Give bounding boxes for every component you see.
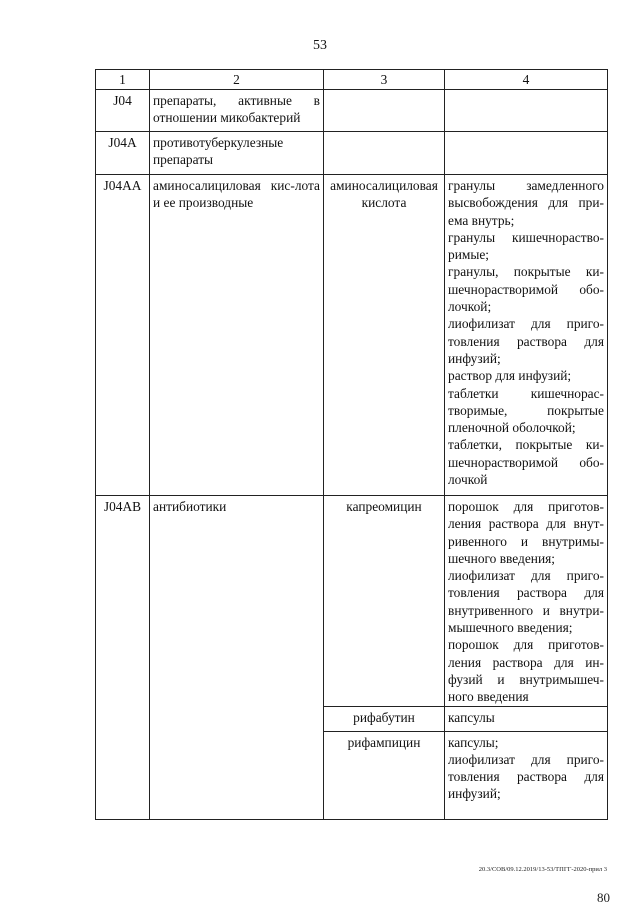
- inn-name: аминосалициловая кислота: [324, 175, 445, 496]
- page-number: 53: [313, 38, 327, 53]
- dosage-form-item: лиофилизат для приго-товления раствора для инфузий;: [448, 316, 604, 366]
- dosage-form-item: гранулы кишечнораство-римые;: [448, 229, 604, 263]
- dosage-form-item: лиофилизат для приго-товления раствора для инфузий;: [448, 751, 604, 802]
- column-header-4: 4: [445, 70, 608, 90]
- column-header-2: 2: [150, 70, 324, 90]
- atc-code: J04A: [96, 132, 150, 175]
- dosage-form-item: гранулы замедленного высвобождения для при-ема внутрь;: [448, 178, 604, 228]
- dosage-forms: [445, 496, 608, 707]
- column-header-3: 3: [324, 70, 445, 90]
- group-name: аминосалициловая кис-лота и ее производные: [150, 175, 324, 496]
- atc-code: J04AA: [96, 175, 150, 496]
- table-header-row: [96, 70, 608, 90]
- table-row-j04: [96, 90, 608, 132]
- inn-cell-empty: [324, 90, 445, 132]
- dosage-form-item: порошок для приготов-ления раствора для внут-ривенного и внутримы-шечного введения;: [448, 499, 604, 566]
- dosage-form-item: гранулы, покрытые ки-шечнорастворимой обо-лочкой;: [448, 264, 604, 315]
- dosage-forms: [445, 175, 608, 496]
- inn-name: рифабутин: [324, 706, 445, 731]
- dosage-form-cell-empty: [445, 90, 608, 132]
- table-row-j04aa: [96, 175, 608, 496]
- group-name: антибиотики: [150, 496, 324, 820]
- column-header-1: 1: [96, 70, 150, 90]
- drug-table: [95, 69, 608, 820]
- dosage-form-item: таблетки, покрытые ки-шечнорастворимой обо-лочкой: [448, 437, 604, 488]
- dosage-form-item: капсулы;: [448, 734, 499, 750]
- document-reference: 20.3/СОВ/09.12.2019/13-53/ТПГГ-2020-прил 3: [478, 866, 607, 873]
- atc-code: J04AB: [96, 496, 150, 820]
- inn-cell-empty: [324, 132, 445, 175]
- dosage-form-item: раствор для инфузий;: [448, 368, 572, 384]
- dosage-form-item: капсулы: [448, 709, 495, 725]
- dosage-forms: [445, 731, 608, 819]
- dosage-forms: [445, 706, 608, 731]
- group-name: противотуберкулезные препараты: [150, 132, 324, 175]
- inn-name: капреомицин: [324, 496, 445, 707]
- dosage-form-item: таблетки кишечнорас-творимые, покрытые пленочной оболочкой;: [448, 385, 604, 436]
- table-row-j04ab: [96, 496, 608, 707]
- dosage-form-cell-empty: [445, 132, 608, 175]
- dosage-form-item: порошок для приготов-ления раствора для ин-фузий и внутримышеч-ного введения: [448, 637, 604, 705]
- table-row-j04a: [96, 132, 608, 175]
- inn-name: рифампицин: [324, 731, 445, 819]
- drug-table-container: [95, 69, 607, 820]
- atc-code: J04: [96, 90, 150, 132]
- group-name: препараты, активные в отношении микобактерий: [150, 90, 324, 132]
- dosage-form-item: лиофилизат для приго-товления раствора для внутривенного и внутри-мышечного введения;: [448, 568, 604, 636]
- sheet-number: 80: [597, 890, 610, 905]
